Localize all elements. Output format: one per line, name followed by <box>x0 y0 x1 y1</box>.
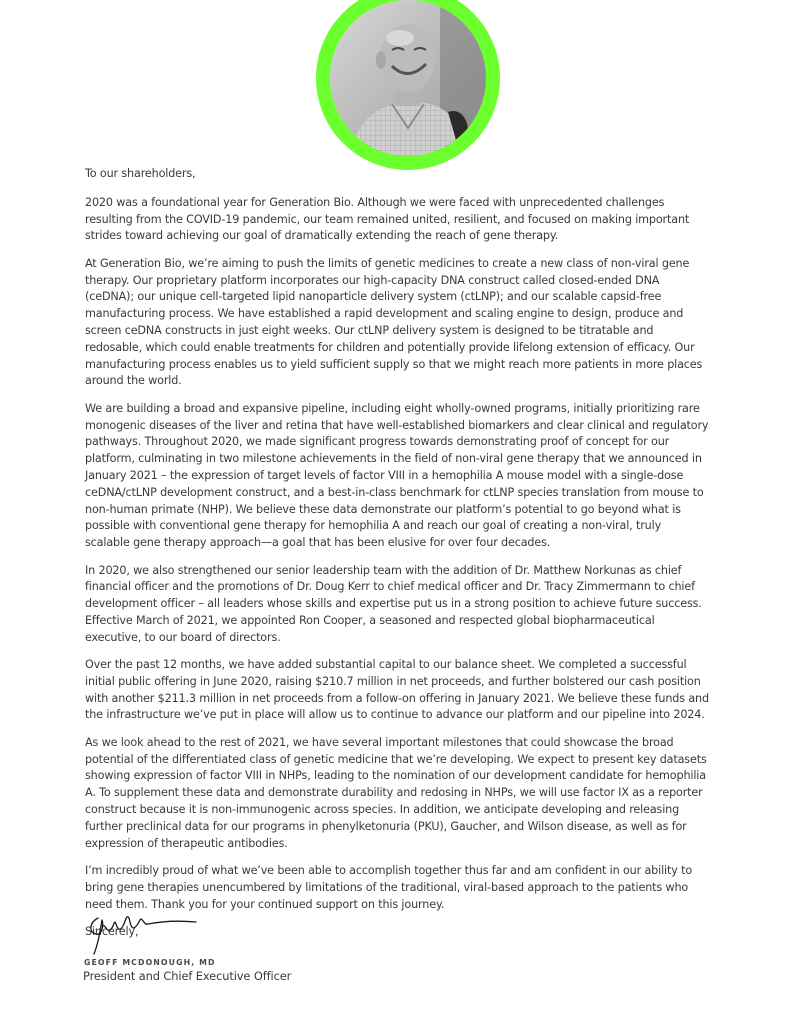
letter-paragraph: As we look ahead to the rest of 2021, we have several important milestones that could showcase the broad potential of the differentiated class of genetic medicine that we’re developing. We expect to present key datasets showing expression of factor VIII in NHPs, leading to the nomination of our development candidate for hemophilia A. To supplement these data and demonstrate durability and redosing in NHPs, we will use factor IX as a reporter construct because it is non-immunogenic across species. In addition, we anticipate developing and releasing further preclinical data for our programs in phenylketonuria (PKU), Gaucher, and Wilson disease, as well as for expression of therapeutic antibodies. <box>85 735 707 850</box>
signer-name: GEOFF MCDONOUGH, MD <box>84 958 216 967</box>
signer-title: President and Chief Executive Officer <box>83 969 292 983</box>
letter-paragraph: I’m incredibly proud of what we’ve been able to accomplish together thus far and am confident in our ability to bring gene therapies unencumbered by limitations of the traditional, viral-based approach to the patients who need them. Thank you for your continued support on this journey. <box>85 864 693 911</box>
letter-paragraph: 2020 was a foundational year for Generation Bio. Although we were faced with unprecedented challenges resulting from the COVID-19 pandemic, our team remained united, resilient, and focused on making important strides toward achieving our goal of dramatically extending the reach of gene therapy. <box>85 195 690 243</box>
letter-paragraph: Over the past 12 months, we have added substantial capital to our balance sheet. We completed a successful initial public offering in June 2020, raising $210.7 million in net proceeds, and further bolstered our cash position with another $211.3 million in net proceeds from a follow-on offering in January 2021. We believe these funds and the infrastructure we’ve put in place will allow us to continue to advance our platform and our pipeline into 2024. <box>85 658 709 722</box>
portrait-photo <box>330 0 486 156</box>
ceo-portrait <box>316 0 500 170</box>
salutation: To our shareholders, <box>85 167 196 180</box>
signature <box>84 904 202 958</box>
shareholder-letter <box>85 166 709 951</box>
letter-paragraph: In 2020, we also strengthened our senior leadership team with the addition of Dr. Matthew Norkunas as chief financial officer and the promotions of Dr. Doug Kerr to chief medical officer and Dr. Tracy Zimmermann to chief development officer – all leaders whose skills and expertise put us in a strong position to achieve future success. Effective March of 2021, we appointed Ron Cooper, a seasoned and respected global biopharmaceutical executive, to our board of directors. <box>85 563 702 644</box>
closing: Sincerely, <box>85 925 139 939</box>
letter-paragraph: At Generation Bio, we’re aiming to push the limits of genetic medicines to create a new class of non-viral gene therapy. Our proprietary platform incorporates our high-capacity DNA construct called closed-ended DNA (ceDNA); our unique cell-targeted lipid nanoparticle delivery system (ctLNP); and our scalable capsid-free manufacturing process. We have established a rapid development and scaling engine to design, produce and screen ceDNA constructs in just eight weeks. Our ctLNP delivery system is designed to be titratable and redosable, which could enable treatments for children and potentially provide lifelong extension of efficacy. Our manufacturing process enables us to yield sufficient supply so that we might reach more patients in more places around the world. <box>85 256 703 388</box>
letter-paragraph: We are building a broad and expansive pipeline, including eight wholly-owned programs, initially prioritizing rare monogenic diseases of the liver and retina that have well-established biomarkers and clear clinical and regulatory pathways. Throughout 2020, we made significant progress towards demonstrating proof of concept for our platform, culminating in two milestone achievements in the field of non-viral gene therapy that we announced in January 2021 – the expression of target levels of factor VIII in a hemophilia A mouse model with a single-dose ceDNA/ctLNP development construct, and a best-in-class benchmark for ctLNP species translation from mouse to non-human primate (NHP). We believe these data demonstrate our platform’s potential to go beyond what is possible with conventional gene therapy for hemophilia A and reach our goal of creating a non-viral, truly scalable gene therapy approach—a goal that has been elusive for over four decades. <box>85 401 709 550</box>
